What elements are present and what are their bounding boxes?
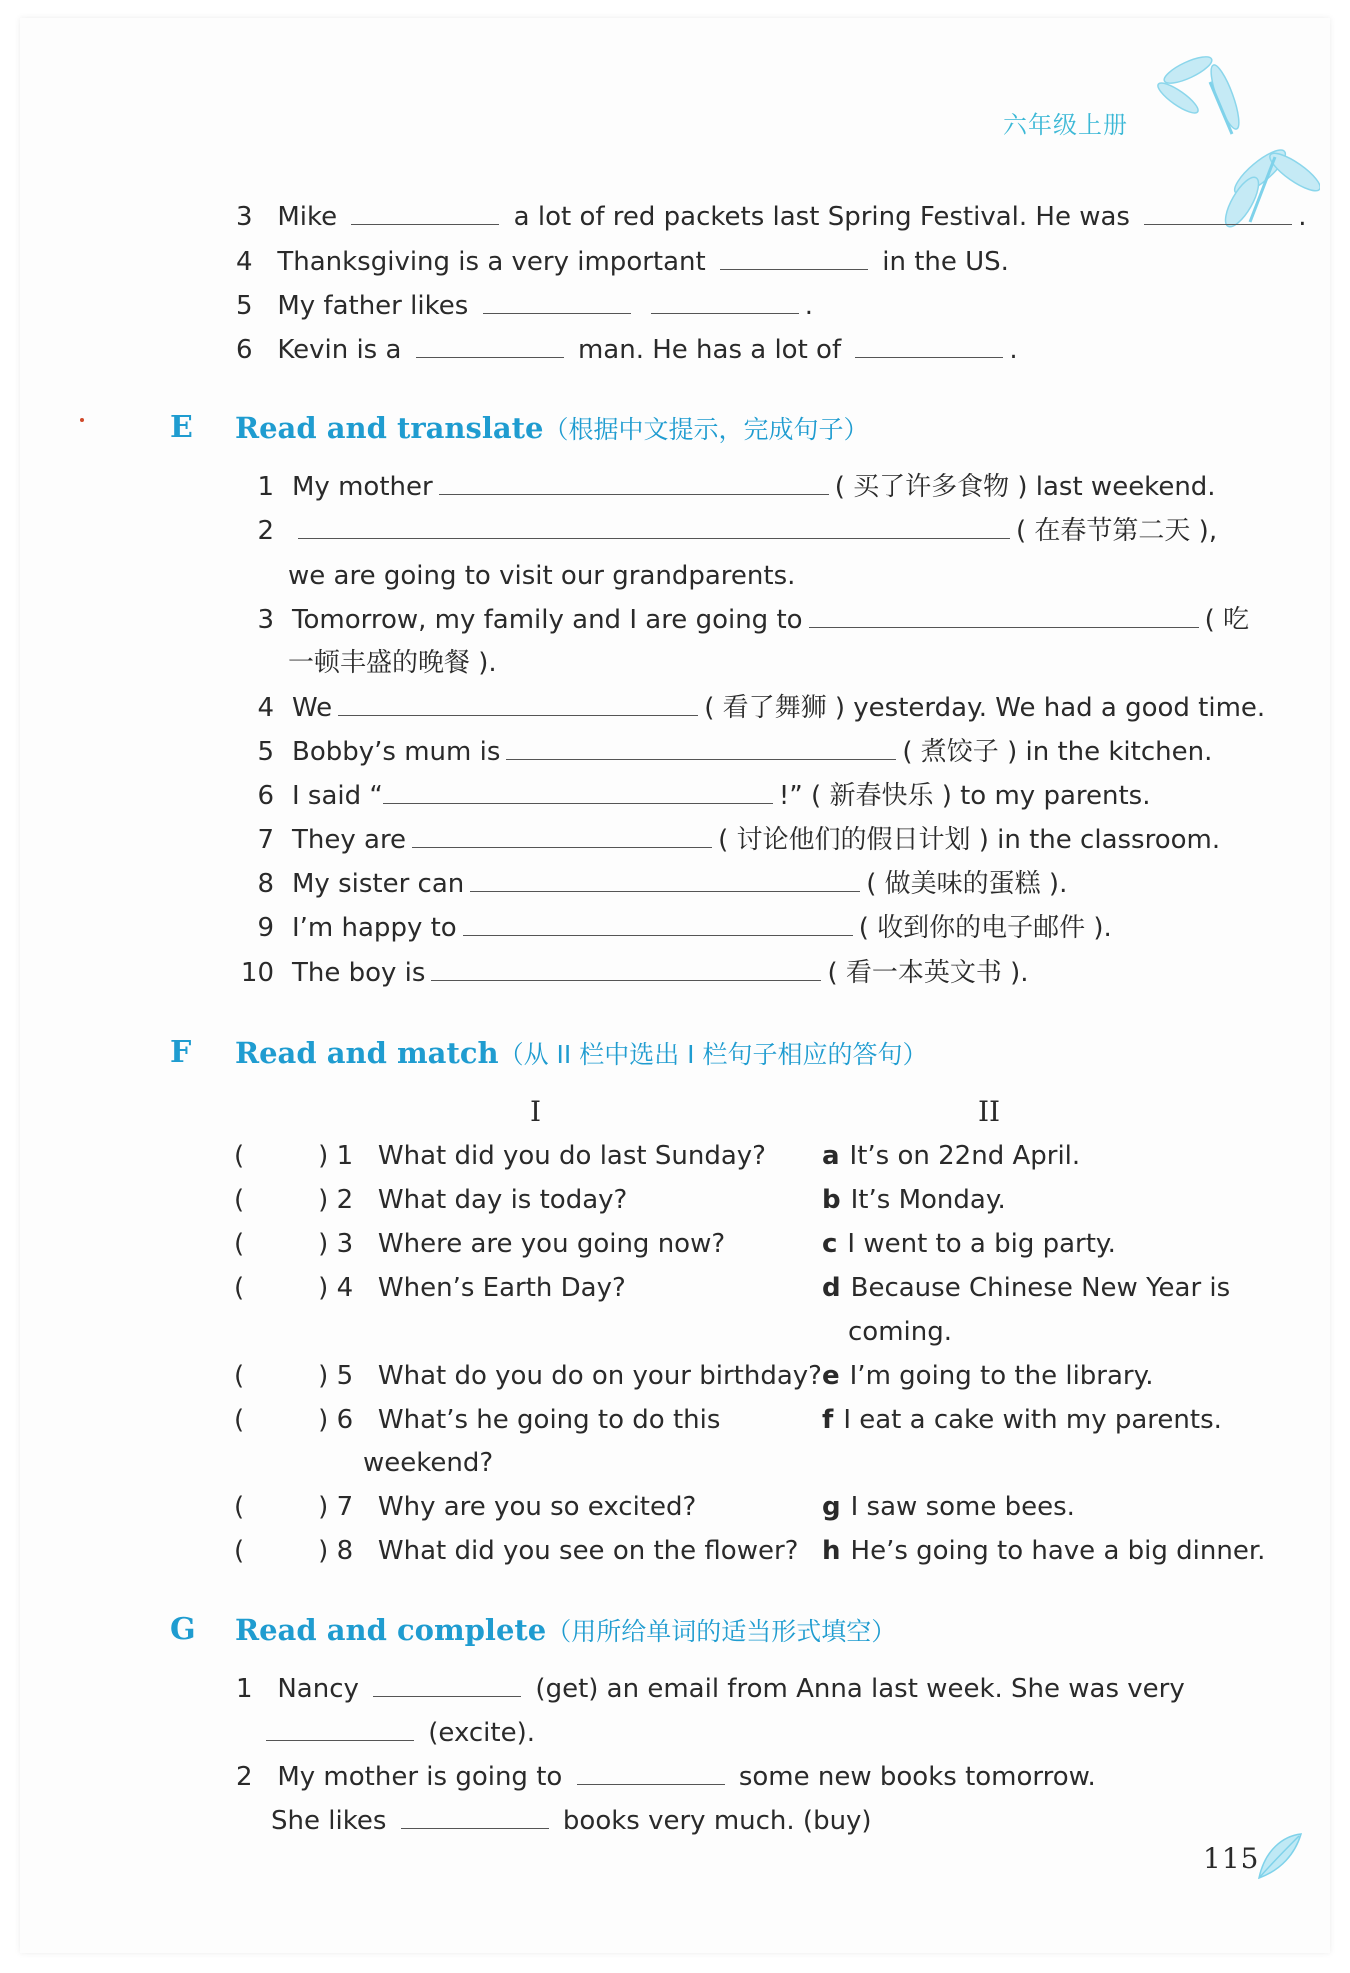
item-number: 2 xyxy=(257,516,274,546)
item-continuation: we are going to visit our grandparents. xyxy=(288,561,796,591)
exercise-row xyxy=(236,735,1212,769)
question-text: What do you do on your birthday? xyxy=(377,1361,822,1391)
item-number: 2 xyxy=(236,1762,253,1792)
item-text: She likes xyxy=(271,1806,387,1836)
answer-text: It’s on 22nd April. xyxy=(849,1141,1081,1171)
item-text: Nancy xyxy=(277,1674,359,1704)
item-text: (excite). xyxy=(428,1718,535,1748)
answer-blank[interactable] xyxy=(416,335,564,358)
exercise-row xyxy=(236,245,1009,279)
answer-paren[interactable]: ( xyxy=(234,1185,245,1215)
question-text: What did you do last Sunday? xyxy=(377,1141,766,1171)
match-answer xyxy=(822,1139,1080,1173)
question-text: What did you see on the flower? xyxy=(377,1536,799,1566)
section-letter: F xyxy=(170,1035,192,1070)
match-answer xyxy=(822,1183,1006,1217)
exercise-row xyxy=(236,333,1018,367)
answer-text: I eat a cake with my parents. xyxy=(843,1405,1222,1435)
item-number: ) 1 xyxy=(318,1141,354,1171)
item-text: I said “ xyxy=(292,781,383,811)
item-hint: ( 收到你的电子邮件 ). xyxy=(858,913,1112,943)
item-text: Tomorrow, my family and I are going to xyxy=(292,605,803,635)
item-continuation: 一顿丰盛的晚餐 ). xyxy=(288,648,497,678)
item-hint: ( 讨论他们的假日计划 ) in the classroom. xyxy=(718,825,1221,855)
match-question xyxy=(234,1139,766,1173)
question-text: When’s Earth Day? xyxy=(377,1273,626,1303)
match-answer xyxy=(822,1534,1265,1568)
item-number: 4 xyxy=(236,247,253,277)
answer-blank[interactable] xyxy=(483,291,631,314)
item-text: . xyxy=(804,291,814,321)
item-number: 6 xyxy=(236,335,253,365)
item-text: . xyxy=(1009,335,1018,365)
match-question xyxy=(234,1227,725,1261)
item-number: 9 xyxy=(257,913,274,943)
answer-blank[interactable] xyxy=(1144,202,1292,225)
answer-blank[interactable] xyxy=(463,913,853,936)
section-heading xyxy=(235,1612,896,1648)
page-number: 115 xyxy=(1203,1842,1260,1875)
answer-text: I went to a big party. xyxy=(847,1229,1116,1259)
item-text: Mike xyxy=(277,202,338,232)
item-number: 3 xyxy=(257,605,274,635)
leaf-icon xyxy=(1255,1830,1303,1882)
exercise-row xyxy=(236,1760,1096,1794)
exercise-row xyxy=(236,956,1029,990)
item-text: . xyxy=(1298,202,1307,232)
item-text: man. He has a lot of xyxy=(577,335,842,365)
item-hint: ( 看一本英文书 ). xyxy=(827,958,1029,988)
answer-blank[interactable] xyxy=(431,958,821,981)
answer-blank[interactable] xyxy=(720,247,868,270)
item-number: ) 6 xyxy=(318,1405,354,1435)
answer-blank[interactable] xyxy=(577,1762,725,1785)
item-number: 1 xyxy=(257,472,274,502)
match-question xyxy=(234,1359,822,1393)
item-text: in the US. xyxy=(882,247,1009,277)
answer-text: I’m going to the library. xyxy=(849,1361,1154,1391)
answer-letter: b xyxy=(822,1185,841,1215)
question-text: Where are you going now? xyxy=(377,1229,726,1259)
answer-blank[interactable] xyxy=(266,1718,414,1741)
item-number: ) 8 xyxy=(318,1536,354,1566)
answer-blank[interactable] xyxy=(439,472,829,495)
item-text: My mother is going to xyxy=(277,1762,563,1792)
item-number: 6 xyxy=(257,781,274,811)
section-subtitle: （用所给单词的适当形式填空） xyxy=(546,1617,897,1646)
item-hint: ( 看了舞狮 ) yesterday. We had a good time. xyxy=(704,693,1266,723)
answer-paren[interactable]: ( xyxy=(234,1229,245,1259)
item-hint: ( 做美味的蛋糕 ). xyxy=(866,869,1068,899)
column-header-i: I xyxy=(530,1095,542,1128)
item-text: The boy is xyxy=(292,958,426,988)
answer-blank[interactable] xyxy=(470,869,860,892)
item-number: ) 5 xyxy=(318,1361,354,1391)
item-number: 5 xyxy=(257,737,274,767)
answer-text: He’s going to have a big dinner. xyxy=(850,1536,1266,1566)
question-continuation: weekend? xyxy=(363,1448,494,1478)
exercise-row xyxy=(236,779,1151,813)
answer-letter: c xyxy=(822,1229,838,1259)
item-hint: ( 买了许多食物 ) last weekend. xyxy=(834,472,1216,502)
exercise-row xyxy=(236,603,1249,637)
match-question xyxy=(234,1490,696,1524)
section-subtitle: （从 II 栏中选出 I 栏句子相应的答句） xyxy=(498,1040,928,1069)
section-title: Read and complete xyxy=(235,1613,547,1647)
item-hint: ( 吃 xyxy=(1204,605,1249,635)
section-letter: E xyxy=(170,410,193,445)
exercise-row xyxy=(236,1672,1185,1706)
item-number: ) 4 xyxy=(318,1273,354,1303)
exercise-row xyxy=(236,911,1112,945)
section-heading xyxy=(235,1035,928,1071)
column-header-ii: II xyxy=(978,1095,1001,1128)
answer-paren[interactable]: ( xyxy=(234,1405,245,1435)
answer-blank[interactable] xyxy=(809,605,1199,628)
answer-letter: d xyxy=(822,1273,841,1303)
answer-text: It’s Monday. xyxy=(850,1185,1006,1215)
section-heading xyxy=(235,410,869,446)
answer-blank[interactable] xyxy=(383,781,773,804)
answer-paren[interactable]: ( xyxy=(234,1492,245,1522)
answer-blank[interactable] xyxy=(651,291,799,314)
item-number: 5 xyxy=(236,291,253,321)
item-text: They are xyxy=(292,825,407,855)
answer-paren[interactable]: ( xyxy=(234,1273,245,1303)
item-hint: ( 在春节第二天 ), xyxy=(1016,516,1218,546)
item-text: I’m happy to xyxy=(292,913,457,943)
section-title: Read and match xyxy=(235,1036,499,1070)
answer-blank[interactable] xyxy=(338,693,698,716)
answer-blank[interactable] xyxy=(506,737,896,760)
item-text: books very much. (buy) xyxy=(562,1806,872,1836)
item-number: 10 xyxy=(240,958,274,988)
item-number: ) 7 xyxy=(318,1492,354,1522)
item-number: ) 3 xyxy=(318,1229,354,1259)
answer-blank[interactable] xyxy=(351,202,499,225)
item-number: ) 2 xyxy=(318,1185,354,1215)
item-hint: ( 煮饺子 ) in the kitchen. xyxy=(902,737,1213,767)
item-number: 7 xyxy=(257,825,274,855)
answer-paren[interactable]: ( xyxy=(234,1536,245,1566)
question-text: Why are you so excited? xyxy=(377,1492,697,1522)
exercise-row xyxy=(236,289,813,323)
exercise-row-cont xyxy=(271,1804,872,1838)
answer-letter: g xyxy=(822,1492,841,1522)
match-answer xyxy=(822,1227,1116,1261)
exercise-row xyxy=(236,470,1216,504)
exercise-row xyxy=(236,691,1265,725)
item-text: Bobby’s mum is xyxy=(292,737,501,767)
item-text: Thanksgiving is a very important xyxy=(277,247,706,277)
answer-text: I saw some bees. xyxy=(850,1492,1075,1522)
match-answer xyxy=(822,1359,1154,1393)
item-text: Kevin is a xyxy=(277,335,402,365)
item-text: We xyxy=(292,693,333,723)
answer-paren[interactable]: ( xyxy=(234,1141,245,1171)
section-letter: G xyxy=(170,1612,196,1647)
match-question xyxy=(234,1403,720,1437)
item-number: 4 xyxy=(257,693,274,723)
exercise-row xyxy=(236,823,1220,857)
exercise-row xyxy=(236,200,1307,234)
item-number: 1 xyxy=(236,1674,253,1704)
match-answer xyxy=(822,1271,1230,1305)
match-answer xyxy=(822,1490,1075,1524)
answer-letter: e xyxy=(822,1361,840,1391)
question-text: What day is today? xyxy=(377,1185,628,1215)
ink-dot xyxy=(80,418,84,422)
answer-blank[interactable] xyxy=(401,1806,549,1829)
item-text: some new books tomorrow. xyxy=(738,1762,1096,1792)
match-answer xyxy=(822,1403,1222,1437)
question-text: What’s he going to do this xyxy=(377,1405,721,1435)
item-text: My father likes xyxy=(277,291,469,321)
answer-blank[interactable] xyxy=(298,516,1010,539)
grade-label: 六年级上册 xyxy=(1003,111,1128,139)
match-question xyxy=(234,1271,626,1305)
item-hint: !” ( 新春快乐 ) to my parents. xyxy=(778,781,1151,811)
exercise-row xyxy=(236,514,1217,548)
answer-blank[interactable] xyxy=(855,335,1003,358)
item-number: 8 xyxy=(257,869,274,899)
item-text: My mother xyxy=(292,472,433,502)
exercise-row-cont xyxy=(266,1716,535,1750)
match-question xyxy=(234,1183,627,1217)
item-text: a lot of red packets last Spring Festival. He was xyxy=(513,202,1130,232)
answer-blank[interactable] xyxy=(373,1674,521,1697)
section-subtitle: （根据中文提示，完成句子） xyxy=(543,415,869,444)
answer-letter: a xyxy=(822,1141,840,1171)
answer-letter: h xyxy=(822,1536,841,1566)
section-title: Read and translate xyxy=(235,411,544,445)
answer-letter: f xyxy=(822,1405,834,1435)
exercise-row xyxy=(236,867,1067,901)
item-text: (get) an email from Anna last week. She was very xyxy=(535,1674,1185,1704)
item-text: My sister can xyxy=(292,869,465,899)
answer-continuation: coming. xyxy=(848,1317,952,1347)
item-number: 3 xyxy=(236,202,253,232)
answer-paren[interactable]: ( xyxy=(234,1361,245,1391)
answer-blank[interactable] xyxy=(412,825,712,848)
match-question xyxy=(234,1534,798,1568)
answer-text: Because Chinese New Year is xyxy=(850,1273,1231,1303)
